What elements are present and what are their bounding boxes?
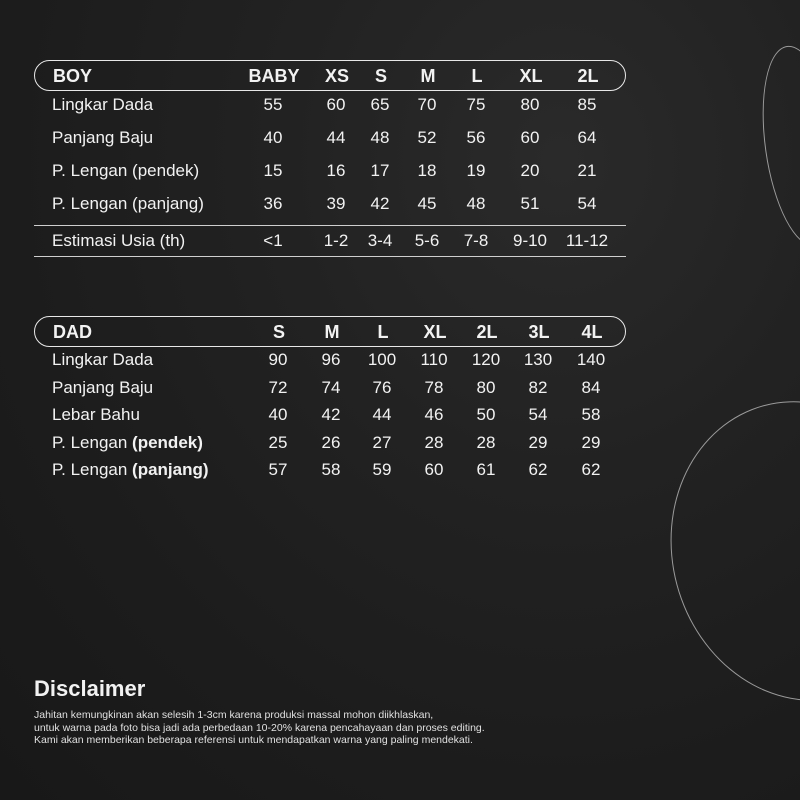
value-cell: 40	[263, 128, 283, 147]
value-cell: 140	[576, 350, 606, 369]
value-cell: 100	[367, 350, 397, 369]
value-cell: 48	[466, 194, 486, 213]
value-cell: 85	[577, 95, 597, 114]
boy-size-table	[34, 60, 626, 257]
dad-size-table	[34, 316, 626, 485]
dad-table-title: DAD	[53, 322, 92, 342]
boy-row-panjang-baju	[34, 124, 626, 157]
dad-row-panjang-baju	[34, 375, 626, 403]
value-cell: 28	[424, 432, 444, 452]
value-cell: 72	[268, 377, 288, 397]
dad-row-lingkar-dada	[34, 347, 626, 375]
value-cell: 75	[466, 95, 486, 114]
value-cell: 9-10	[512, 231, 548, 250]
value-cell: 57	[268, 460, 288, 479]
disclaimer-line: Jahitan kemungkinan akan selesih 1-3cm karena produksi massal mohon diikhlaskan,	[34, 709, 434, 721]
value-cell: 64	[577, 128, 597, 147]
boy-size-header: BABY	[248, 66, 300, 86]
boy-size-header: L	[471, 66, 483, 86]
value-cell: 39	[326, 194, 346, 213]
value-cell: 48	[370, 128, 390, 147]
decorative-ellipse-bottom	[637, 371, 800, 731]
dad-size-header: 2L	[476, 322, 498, 342]
value-cell: 50	[476, 405, 496, 424]
value-cell: 42	[321, 405, 341, 424]
value-cell: 60	[326, 95, 346, 114]
dad-size-header: 4L	[581, 322, 603, 342]
value-cell: 51	[520, 194, 540, 213]
boy-row-lingkar-dada	[34, 91, 626, 124]
row-label: Lingkar Dada	[52, 350, 154, 369]
row-label: Panjang Baju	[52, 128, 154, 147]
value-cell: 54	[577, 194, 597, 213]
value-cell: 56	[466, 128, 486, 147]
boy-table-title: BOY	[53, 66, 93, 86]
boy-size-header: 2L	[577, 66, 599, 86]
value-cell: 58	[321, 460, 341, 479]
value-cell: 62	[528, 460, 548, 479]
value-cell: 59	[372, 460, 392, 479]
row-label: P. Lengan (panjang)	[52, 194, 204, 213]
boy-size-header: XS	[324, 66, 350, 86]
boy-size-header: S	[374, 66, 388, 86]
value-cell: 55	[263, 95, 283, 114]
value-cell: 74	[321, 377, 341, 397]
dad-size-header: 3L	[528, 322, 550, 342]
value-cell: 36	[263, 194, 283, 213]
value-cell: 16	[326, 161, 346, 180]
row-label: Estimasi Usia (th)	[52, 231, 186, 250]
value-cell: 60	[424, 460, 444, 479]
row-label-prefix: P. Lengan	[52, 460, 133, 479]
disclaimer-text	[34, 709, 654, 747]
value-cell: 21	[577, 161, 597, 180]
dad-header-row	[34, 316, 626, 347]
boy-row-estimasi-usia	[34, 226, 626, 256]
value-cell: 84	[581, 377, 601, 397]
value-cell: 90	[268, 350, 288, 369]
value-cell: 11-12	[565, 231, 609, 250]
boy-row-lengan-pendek	[34, 157, 626, 190]
disclaimer-line: Kami akan memberikan beberapa referensi untuk mendapatkan warna yang paling mendekati.	[34, 734, 473, 746]
value-cell: 60	[520, 128, 540, 147]
value-cell: 25	[268, 432, 288, 452]
value-cell: <1	[263, 231, 283, 250]
value-cell: 46	[424, 405, 444, 424]
value-cell: 120	[471, 350, 501, 369]
value-cell: 1-2	[323, 231, 349, 250]
row-label: Panjang Baju	[52, 377, 154, 397]
disclaimer-line: untuk warna pada foto bisa jadi ada perbedaan 10-20% karena pencahayaan dan proses editing.	[34, 721, 485, 734]
value-cell: 44	[326, 128, 346, 147]
value-cell: 65	[370, 95, 390, 114]
dad-size-header: L	[377, 322, 389, 342]
row-label: P. Lengan (pendek)	[52, 161, 200, 180]
value-cell: 27	[372, 432, 392, 452]
row-label: Lingkar Dada	[52, 95, 154, 114]
value-cell: 62	[581, 460, 601, 479]
value-cell: 45	[417, 194, 437, 213]
value-cell: 28	[476, 432, 496, 452]
value-cell: 80	[476, 377, 496, 397]
value-cell: 15	[263, 161, 283, 180]
boy-header-row	[34, 60, 626, 91]
value-cell: 20	[520, 161, 540, 180]
row-label-bold: (panjang)	[132, 460, 209, 479]
dad-row-lebar-bahu	[34, 402, 626, 430]
value-cell: 110	[420, 350, 448, 369]
value-cell: 96	[321, 350, 341, 369]
value-cell: 18	[417, 161, 437, 180]
value-cell: 29	[581, 432, 601, 452]
boy-size-header: XL	[519, 66, 543, 86]
row-label	[52, 460, 209, 480]
value-cell: 80	[520, 95, 540, 114]
value-cell: 76	[372, 377, 392, 397]
value-cell: 3-4	[367, 231, 393, 250]
boy-row-lengan-panjang	[34, 190, 626, 223]
row-label-bold: (pendek)	[132, 432, 203, 452]
age-row-bottom-divider	[34, 256, 626, 257]
value-cell: 58	[581, 405, 601, 424]
dad-size-header: XL	[423, 322, 447, 342]
value-cell: 19	[466, 161, 486, 180]
dad-row-lengan-pendek	[34, 430, 626, 458]
row-label: Lebar Bahu	[52, 405, 140, 424]
value-cell: 26	[321, 432, 341, 452]
dad-size-header: M	[324, 322, 340, 342]
row-label	[52, 433, 203, 453]
dad-size-header: S	[272, 322, 286, 342]
value-cell: 44	[372, 405, 392, 424]
value-cell: 52	[417, 128, 437, 147]
value-cell: 17	[370, 161, 390, 180]
value-cell: 78	[424, 377, 444, 397]
value-cell: 82	[528, 377, 548, 397]
dad-row-lengan-panjang	[34, 457, 626, 485]
decorative-ellipse-top	[751, 41, 800, 251]
value-cell: 61	[476, 460, 496, 479]
value-cell: 54	[528, 405, 548, 424]
value-cell: 42	[370, 194, 390, 213]
value-cell: 40	[268, 405, 288, 424]
disclaimer-title: Disclaimer	[34, 676, 146, 701]
value-cell: 130	[523, 350, 553, 369]
value-cell: 29	[528, 432, 548, 452]
value-cell: 5-6	[414, 231, 440, 250]
boy-size-header: M	[420, 66, 436, 86]
value-cell: 7-8	[463, 231, 489, 250]
row-label-prefix: P. Lengan	[52, 432, 133, 452]
value-cell: 70	[417, 95, 437, 114]
